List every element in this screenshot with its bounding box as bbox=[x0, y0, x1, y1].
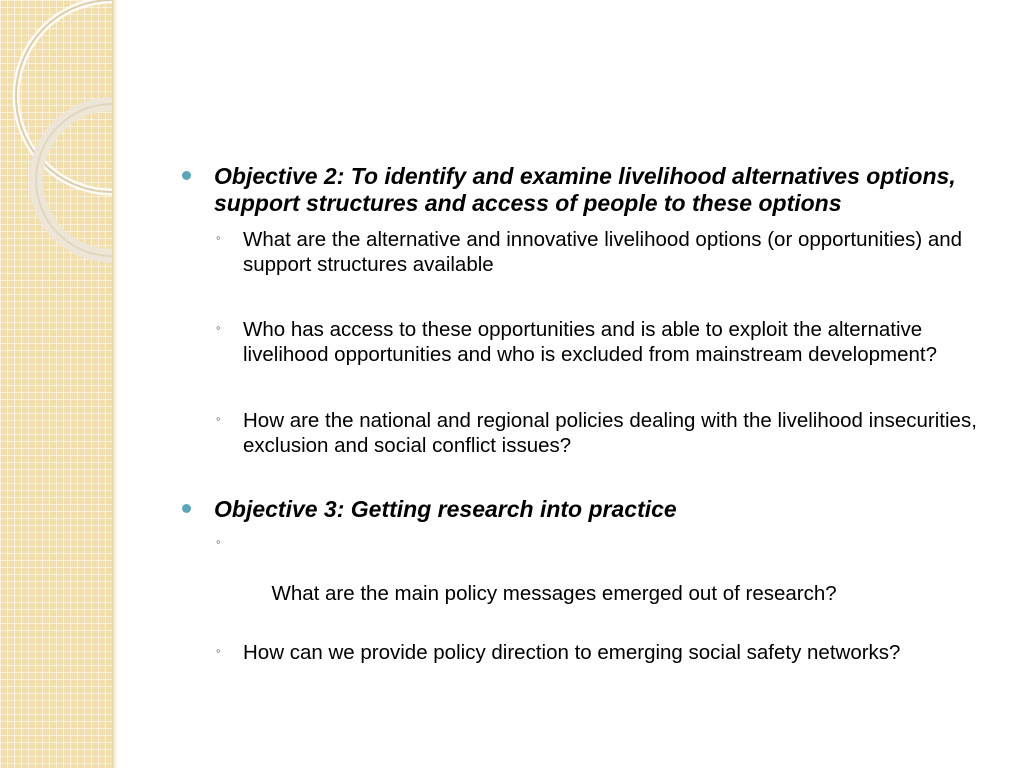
objective-2 bbox=[182, 163, 982, 217]
question-text: What are the alternative and innovative livelihood options (or opportunities) and support structures available bbox=[243, 228, 963, 276]
question-text: How are the national and regional policies dealing with the livelihood insecurities, exclusion and social conflict issues? bbox=[243, 409, 977, 457]
objective-3 bbox=[182, 496, 982, 523]
ring-bullet-icon: ◦ bbox=[216, 643, 221, 658]
ring-bullet-icon: ◦ bbox=[216, 320, 221, 335]
question-list-item bbox=[182, 640, 982, 665]
question-list-item bbox=[182, 317, 982, 367]
question-text: What are the main policy messages emerged out of research? bbox=[265, 582, 837, 605]
question-text: Who has access to these opportunities and is able to exploit the alternative livelihood opportunities and who is excluded from mainstream development? bbox=[243, 318, 937, 366]
slide-content bbox=[182, 163, 982, 665]
ring-bullet-icon: ◦ bbox=[216, 230, 221, 245]
question-list-item bbox=[182, 408, 982, 458]
ring-bullet-icon: ◦ bbox=[216, 534, 221, 549]
objective-2-text: Objective 2: To identify and examine livelihood alternatives options, support structures and access of people to these options bbox=[214, 163, 956, 216]
bullet-dot-icon bbox=[182, 504, 191, 513]
question-text: How can we provide policy direction to emerging social safety networks? bbox=[243, 641, 901, 664]
question-list-item bbox=[182, 227, 982, 277]
objective-3-text: Objective 3: Getting research into practice bbox=[214, 496, 677, 522]
bullet-dot-icon bbox=[182, 171, 191, 180]
side-band-edge bbox=[112, 0, 118, 768]
decorative-circles bbox=[0, 0, 112, 768]
ring-bullet-icon: ◦ bbox=[216, 411, 221, 426]
question-list-item bbox=[182, 531, 982, 631]
decorative-side-band bbox=[0, 0, 112, 768]
